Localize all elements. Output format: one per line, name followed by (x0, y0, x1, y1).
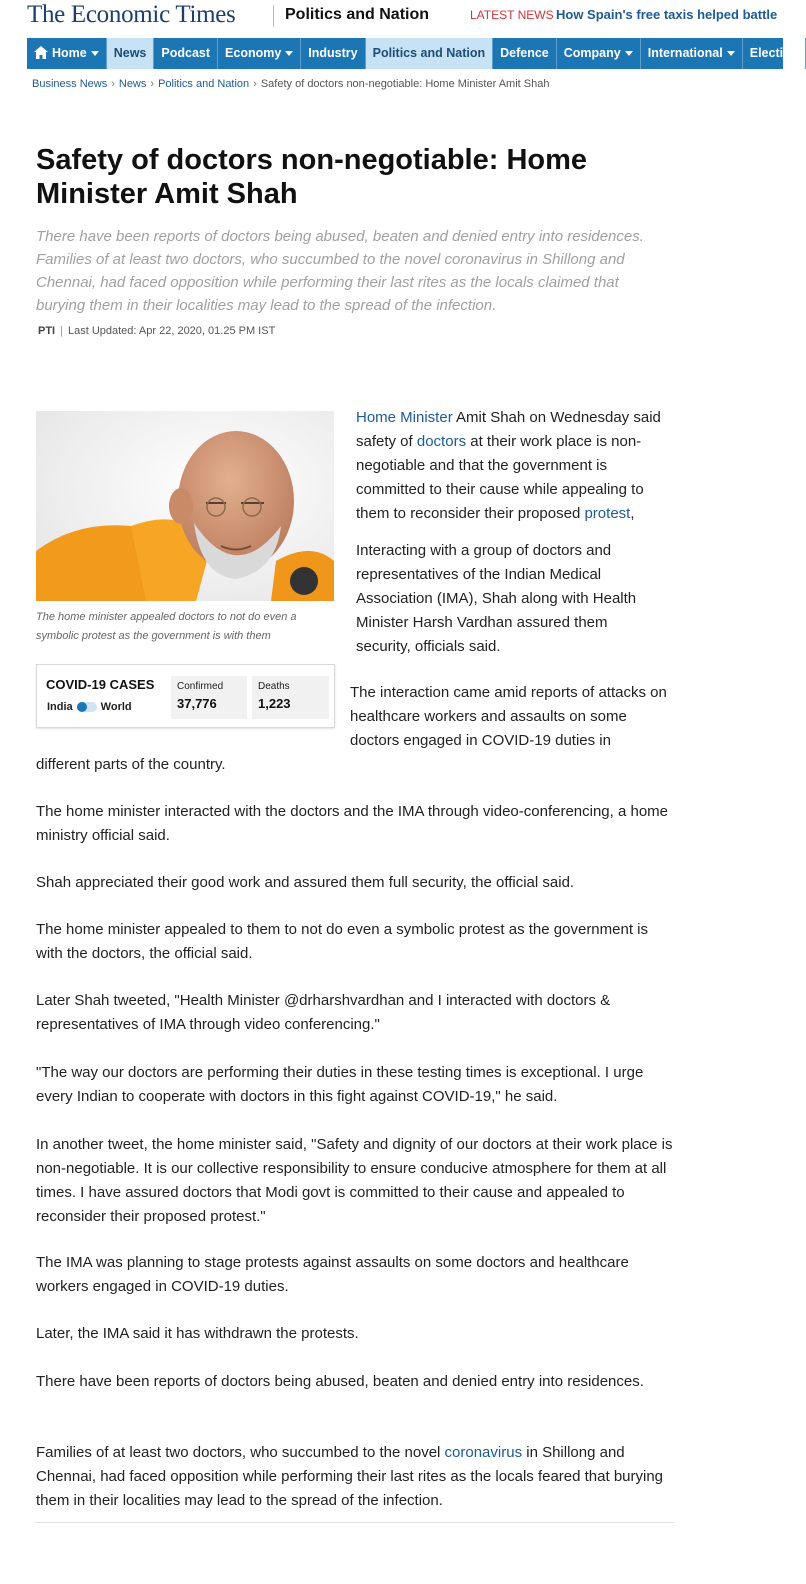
section-title[interactable]: Politics and Nation (285, 6, 430, 23)
nav-item-label: International (647, 46, 723, 60)
site-logo[interactable]: The Economic Times (27, 1, 236, 28)
chevron-down-icon (727, 51, 735, 56)
chevron-down-icon (285, 51, 293, 56)
paragraph-text: Families of at least two doctors, who succumbed to the novel (36, 1444, 445, 1461)
article-paragraph: The home minister appealed to them to not do even a symbolic protest as the government is with the doctors, the official said. (36, 921, 648, 962)
link-coronavirus[interactable]: coronavirus (444, 1444, 523, 1461)
nav-item-company[interactable] (557, 38, 641, 69)
scope-india-label: India (47, 701, 73, 713)
paragraph-text: Amit Shah on Wednesday said safety of (356, 409, 661, 450)
article-synopsis: There have been reports of doctors being abused, beaten and denied entry into residences. Families of at least two doctors, who succumbed to the novel coronavirus in Shillong and Chennai, had faced opposition while performing their last rites as the locals claimed that burying them in their localities may lead to the spread of the infection. (36, 228, 644, 314)
breadcrumb-politics-and-nation[interactable]: Politics and Nation (158, 78, 250, 90)
nav-item-news[interactable] (107, 38, 155, 69)
scope-world-label: World (100, 701, 132, 713)
covid-cases-widget[interactable] (36, 664, 335, 728)
article-headline: Safety of doctors non-negotiable: Home Minister Amit Shah (36, 144, 588, 210)
link-protest[interactable]: protest (584, 505, 631, 522)
deaths-value: 1,223 (258, 696, 291, 711)
site-header (0, 0, 783, 34)
breadcrumb-separator: › (150, 78, 155, 90)
main-nav (27, 38, 799, 69)
nav-item-election[interactable] (743, 38, 806, 69)
link-doctors[interactable]: doctors (416, 433, 467, 450)
covid-scope-toggle[interactable] (47, 701, 132, 713)
chevron-down-icon (91, 51, 99, 56)
deaths-stat (252, 676, 329, 719)
article-paragraph: The home minister interacted with the doctors and the IMA through video-conferencing, a home ministry official said. (36, 803, 669, 844)
article-paragraph: There have been reports of doctors being abused, beaten and denied entry into residences. (36, 1373, 644, 1390)
article-byline (38, 325, 275, 337)
breadcrumb-current: Safety of doctors non-negotiable: Home Minister Amit Shah (260, 78, 550, 90)
deaths-label: Deaths (258, 681, 290, 692)
article-paragraph (36, 1441, 676, 1513)
nav-item-politics-and-nation[interactable] (366, 38, 494, 69)
nav-item-defence[interactable] (493, 38, 557, 69)
article-paragraph: In another tweet, the home minister said, "Safety and dignity of our doctors at their work place is non-negotiable. It is our collective responsibility to ensure conducive atmosphere for them at all times. I have assured doctors that Modi govt is committed to their cause and appealed to reconsider their proposed protest." (36, 1136, 673, 1225)
article-paragraph: The interaction came amid reports of attacks on healthcare workers and assaults on some doctors engaged in COVID-19 duties in (350, 684, 667, 749)
article-paragraph: Shah appreciated their good work and assured them full security, the official said. (36, 874, 575, 891)
confirmed-value: 37,776 (177, 696, 217, 711)
chevron-down-icon (625, 51, 633, 56)
confirmed-label: Confirmed (177, 681, 224, 692)
byline-updated: Last Updated: Apr 22, 2020, 01.25 PM IST (67, 325, 276, 337)
nav-item-industry[interactable] (301, 38, 365, 69)
breadcrumb-news[interactable]: News (118, 78, 147, 90)
header-divider (273, 5, 274, 27)
nav-item-label: Politics and Nation (372, 46, 486, 60)
breadcrumb-separator: › (111, 78, 115, 90)
byline-separator: | (60, 325, 63, 337)
article-paragraph (356, 406, 666, 526)
nav-item-label: Defence (500, 46, 549, 60)
toggle-switch-icon[interactable] (77, 702, 97, 712)
nav-item-label: News (113, 46, 147, 60)
confirmed-stat (171, 676, 247, 719)
nav-item-podcast[interactable] (154, 38, 218, 69)
article-photo[interactable] (36, 411, 334, 601)
nav-item-international[interactable] (641, 38, 743, 69)
nav-item-economy[interactable] (218, 38, 301, 69)
divider (36, 1522, 674, 1523)
nav-item-home[interactable] (27, 38, 107, 69)
article-photo-image (36, 411, 334, 601)
latest-news-headline[interactable]: How Spain's free taxis helped battle (556, 7, 778, 22)
latest-news-label: LATEST NEWS (470, 8, 554, 22)
article-paragraph: Later Shah tweeted, "Health Minister @drharshvardhan and I interacted with doctors & representatives of IMA through video conferencing." (36, 992, 611, 1033)
nav-item-label: Podcast (161, 46, 211, 60)
article-paragraph: The IMA was planning to stage protests against assaults on some doctors and healthcare workers engaged in COVID-19 duties. (36, 1254, 629, 1295)
breadcrumb-separator: › (253, 78, 257, 90)
nav-item-label: Economy (225, 46, 282, 60)
covid-widget-title: COVID-19 CASES (46, 677, 155, 692)
link-home-minister[interactable]: Home Minister (356, 409, 453, 426)
home-icon (34, 46, 48, 59)
nav-item-label: Home (52, 46, 87, 60)
byline-agency[interactable]: PTI (38, 325, 56, 337)
breadcrumb-business-news[interactable]: Business News (32, 78, 108, 90)
nav-item-label: Industry (308, 46, 358, 60)
article-paragraph: Later, the IMA said it has withdrawn the protests. (36, 1325, 359, 1342)
paragraph-text: at their work place is non-negotiable and that the government is committed to their cause while appealing to them to reconsider their proposed (356, 433, 644, 522)
article-paragraph: different parts of the country. (36, 756, 226, 773)
paragraph-text: in Shillong and Chennai, had faced opposition while performing their last rites as the locals feared that burying them in their localities may lead to the spread of the infection. (36, 1444, 664, 1509)
breadcrumb (32, 78, 549, 90)
paragraph-text: , (630, 505, 635, 522)
nav-item-label: Company (563, 46, 621, 60)
article-paragraph: "The way our doctors are performing their duties in these testing times is exceptional. I urge every Indian to cooperate with doctors in this fight against COVID-19," he said. (36, 1064, 644, 1105)
article-paragraph: Interacting with a group of doctors and representatives of the Indian Medical Association (IMA), Shah along with Health Minister Harsh Vardhan assured them security, officials said. (356, 542, 637, 655)
image-caption: The home minister appealed doctors to not do even a symbolic protest as the government is with them (36, 611, 297, 642)
nav-item-label: Election (749, 46, 799, 60)
